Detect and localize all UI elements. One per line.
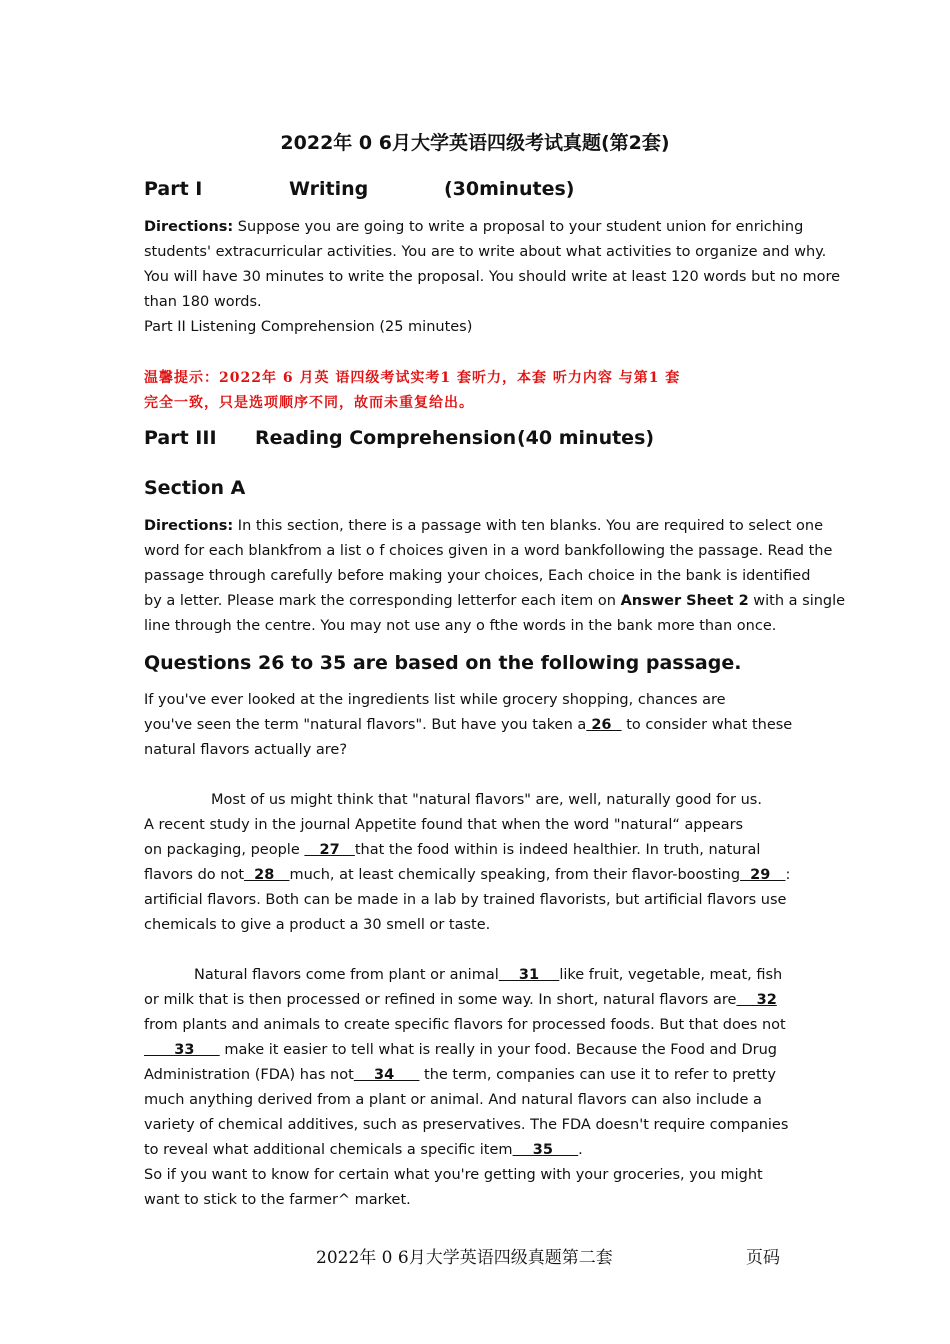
text-line: much anything derived from a plant or animal. And natural flavors can also include a xyxy=(144,1092,762,1108)
part-time: (40 minutes) xyxy=(517,427,655,449)
part-time: (30minutes) xyxy=(444,178,575,200)
text-line: with a single xyxy=(748,593,846,609)
part-label: Part I xyxy=(144,178,203,200)
text-line: variety of chemical additives, such as preservatives. The FDA doesn't require companies xyxy=(144,1117,789,1133)
text-line: artificial flavors. Both can be made in a lab by trained flavorists, but artificial flavors use xyxy=(144,892,787,908)
directions-label: Directions: xyxy=(144,219,234,235)
text-line: So if you want to know for certain what you're getting with your groceries, you might xyxy=(144,1167,763,1183)
notice-line: 温馨提示：2022年 6 月英 语四级考试实考1 套听力，本套 听力内容 与第1 套 xyxy=(144,370,681,386)
blank-31: 31 xyxy=(498,967,560,983)
text-line: to reveal what additional chemicals a specific item xyxy=(144,1142,513,1158)
writing-directions xyxy=(144,215,841,340)
blank-34: 34 xyxy=(353,1067,420,1083)
text-line: Suppose you are going to write a proposal to your student union for enriching xyxy=(233,219,804,235)
text-line: A recent study in the journal Appetite found that when the word "natural“ appears xyxy=(144,817,744,833)
blank-33: 33 xyxy=(144,1042,220,1058)
text-line: passage through carefully before making your choices, Each choice in the bank is identified xyxy=(144,568,811,584)
blank-28: 28 xyxy=(244,867,290,883)
text-line: than 180 words. xyxy=(144,294,262,310)
text-line: that the food within is indeed healthier. In truth, natural xyxy=(354,842,761,858)
part-label: Part III xyxy=(144,427,217,449)
text-line: or milk that is then processed or refined in some way. In short, natural flavors are xyxy=(144,992,737,1008)
page-title: 2022年 0 6月大学英语四级考试真题(第2套) xyxy=(280,132,670,154)
blank-35: 35 xyxy=(512,1142,579,1158)
part-name: Reading Comprehension xyxy=(255,427,517,449)
text-line: flavors do not xyxy=(144,867,245,883)
part-name: Writing xyxy=(289,178,369,200)
directions-label: Directions: xyxy=(144,518,234,534)
text-line: the term, companies can use it to refer to pretty xyxy=(419,1067,776,1083)
answer-sheet-ref: Answer Sheet 2 xyxy=(620,593,749,609)
text-line: want to stick to the farmer^ market. xyxy=(144,1192,411,1208)
notice-line: 完全一致，只是选项顺序不同，故而未重复给出。 xyxy=(144,395,474,411)
text-line: students' extracurricular activities. You are to write about what activities to organize and why. xyxy=(144,244,827,260)
passage xyxy=(144,688,804,1213)
text-line: In this section, there is a passage with ten blanks. You are required to select one xyxy=(233,518,823,534)
blank-29: 29 xyxy=(740,867,786,883)
text-line: natural flavors actually are? xyxy=(144,742,348,758)
text-line: like fruit, vegetable, meat, fish xyxy=(559,967,783,983)
footer-title: 2022年 0 6月大学英语四级真题第二套 xyxy=(316,1248,613,1268)
blank-32: 32 xyxy=(736,992,777,1008)
text-line: Most of us might think that "natural flavors" are, well, naturally good for us. xyxy=(211,792,762,808)
text-line: Administration (FDA) has not xyxy=(144,1067,354,1083)
text-line: by a letter. Please mark the corresponding letterfor each item on xyxy=(144,593,621,609)
part-2-heading: Part II Listening Comprehension (25 minutes) xyxy=(144,319,473,335)
text-line: chemicals to give a product a 30 smell or taste. xyxy=(144,917,491,933)
text-line: : xyxy=(785,867,791,883)
text-line: You will have 30 minutes to write the proposal. You should write at least 120 words but no more xyxy=(144,269,841,285)
text-line: much, at least chemically speaking, from their flavor-boosting xyxy=(289,867,741,883)
text-line: word for each blankfrom a list o f choices given in a word bankfollowing the passage. Read the xyxy=(144,543,833,559)
section-label: Section A xyxy=(144,477,246,499)
blank-27: 27 xyxy=(304,842,355,858)
notice-tip xyxy=(144,366,784,416)
text-line: to consider what these xyxy=(621,717,793,733)
questions-heading-text: Questions 26 to 35 are based on the following passage. xyxy=(144,652,742,674)
text-line: . xyxy=(578,1142,583,1158)
text-line: If you've ever looked at the ingredients list while grocery shopping, chances are xyxy=(144,692,726,708)
text-line: on packaging, people xyxy=(144,842,305,858)
text-line: you've seen the term "natural flavors". But have you taken a xyxy=(144,717,587,733)
reading-directions xyxy=(144,514,846,639)
text-line: Natural flavors come from plant or animal xyxy=(194,967,499,983)
page-number-label: 页码 xyxy=(746,1248,780,1268)
text-line: make it easier to tell what is really in your food. Because the Food and Drug xyxy=(219,1042,778,1058)
text-line: from plants and animals to create specific flavors for processed foods. But that does not xyxy=(144,1017,786,1033)
text-line: line through the centre. You may not use any o fthe words in the bank more than once. xyxy=(144,618,777,634)
blank-26: 26 xyxy=(586,717,622,733)
